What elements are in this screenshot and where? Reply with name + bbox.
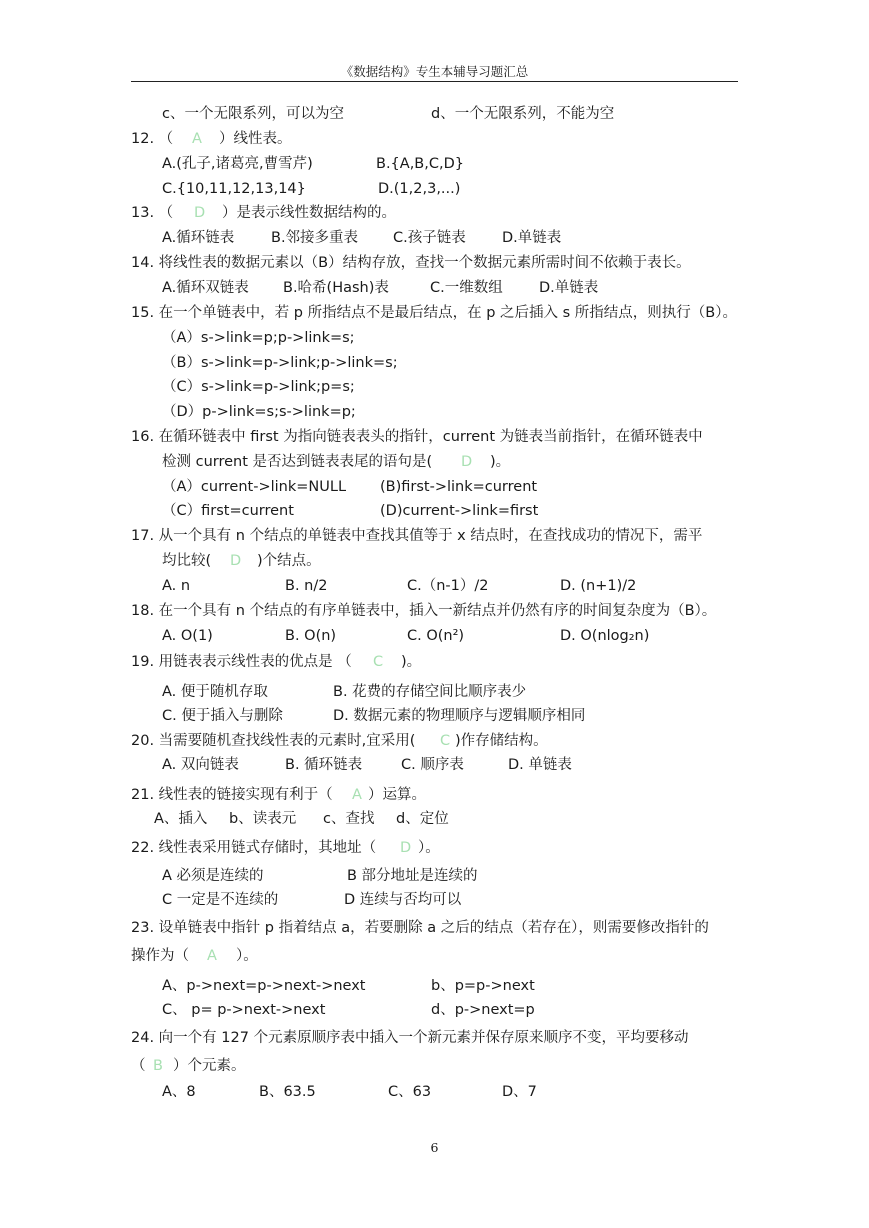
answer-mark: C bbox=[373, 654, 384, 670]
text-line: 23. 设单链表中指针 p 指着结点 a，若要删除 a 之后的结点（若存在），则需要修改指针的 bbox=[131, 920, 709, 936]
text-line: 21. 线性表的链接实现有利于（ bbox=[131, 787, 333, 803]
text-line: A.循环双链表 bbox=[162, 280, 249, 296]
text-line: 19. 用链表表示线性表的优点是 （ bbox=[131, 654, 352, 670]
text-line: A. 便于随机存取 bbox=[162, 684, 268, 700]
text-line: B.哈希(Hash)表 bbox=[283, 280, 389, 296]
text-line: C 一定是不连续的 bbox=[162, 892, 279, 908]
text-line: D. O(nlog₂n) bbox=[560, 628, 650, 644]
text-line: A. O(1) bbox=[162, 628, 213, 644]
text-line: 20. 当需要随机查找线性表的元素时,宜采用( bbox=[131, 733, 416, 749]
text-line: B.邻接多重表 bbox=[271, 230, 359, 246]
answer-mark: A bbox=[192, 131, 202, 147]
text-line: B. n/2 bbox=[285, 578, 328, 594]
text-line: D. 单链表 bbox=[508, 757, 572, 773]
text-line: B、63.5 bbox=[259, 1084, 316, 1100]
text-line: )。 bbox=[401, 654, 422, 670]
text-line: A. n bbox=[162, 578, 191, 594]
text-line: （A）current->link=NULL bbox=[162, 479, 347, 495]
answer-mark: A bbox=[352, 787, 362, 803]
text-line: D、7 bbox=[502, 1084, 537, 1100]
text-line: )。 bbox=[490, 454, 511, 470]
text-line: (B)first->link=current bbox=[380, 479, 538, 495]
text-line: (D)current->link=first bbox=[380, 503, 539, 519]
text-line: B 部分地址是连续的 bbox=[347, 868, 478, 884]
text-line: 17. 从一个具有 n 个结点的单链表中查找其值等于 x 结点时，在查找成功的情况下，需平 bbox=[131, 528, 703, 544]
text-line: A.循环链表 bbox=[162, 230, 235, 246]
text-line: ）个元素。 bbox=[173, 1058, 246, 1074]
text-line: )个结点。 bbox=[257, 553, 321, 569]
answer-mark: D bbox=[230, 553, 242, 569]
text-line: 12. （ bbox=[131, 131, 174, 147]
text-line: （C）s->link=p->link;p=s; bbox=[162, 379, 355, 395]
text-line: B.{A,B,C,D} bbox=[376, 156, 464, 172]
text-line: A、p->next=p->next->next bbox=[162, 978, 366, 994]
text-line: （ bbox=[131, 1058, 146, 1074]
text-line: ）。 bbox=[418, 840, 440, 856]
text-line: （B）s->link=p->link;p->link=s; bbox=[162, 355, 398, 371]
text-line: ）是表示线性数据结构的。 bbox=[222, 205, 396, 221]
text-line: C.{10,11,12,13,14} bbox=[162, 181, 306, 197]
text-line: A、插入 bbox=[154, 811, 208, 827]
text-line: c、一个无限系列，可以为空 bbox=[162, 106, 344, 122]
text-line: 24. 向一个有 127 个元素原顺序表中插入一个新元素并保存原来顺序不变，平均要移动 bbox=[131, 1030, 689, 1046]
page-header: 《数据结构》专生本辅导习题汇总 bbox=[340, 64, 529, 79]
text-line: b、读表元 bbox=[229, 811, 297, 827]
answer-mark: D bbox=[461, 454, 473, 470]
page-number: 6 bbox=[430, 1140, 439, 1155]
text-line: C.孩子链表 bbox=[393, 230, 466, 246]
text-line: 14. 将线性表的数据元素以（B）结构存放，查找一个数据元素所需时间不依赖于表长。 bbox=[131, 255, 691, 271]
text-line: C. 顺序表 bbox=[401, 757, 464, 773]
text-line: c、查找 bbox=[323, 811, 375, 827]
text-line: D 连续与否均可以 bbox=[344, 892, 462, 908]
text-line: D. 数据元素的物理顺序与逻辑顺序相同 bbox=[333, 708, 586, 724]
text-line: 均比较( bbox=[162, 553, 212, 569]
text-line: 13. （ bbox=[131, 205, 174, 221]
text-line: 操作为（ bbox=[131, 948, 189, 964]
text-line: 15. 在一个单链表中，若 p 所指结点不是最后结点，在 p 之后插入 s 所指结点，则执行（B）。 bbox=[131, 305, 737, 321]
text-line: （A）s->link=p;p->link=s; bbox=[162, 330, 355, 346]
text-line: d、定位 bbox=[396, 811, 449, 827]
text-line: A. 双向链表 bbox=[162, 757, 239, 773]
text-line: （C）first=current bbox=[162, 503, 294, 519]
text-line: （D）p->link=s;s->link=p; bbox=[162, 404, 356, 420]
text-line: D.单链表 bbox=[539, 280, 599, 296]
text-line: C. O(n²) bbox=[407, 628, 465, 644]
text-line: A 必须是连续的 bbox=[162, 868, 264, 884]
answer-mark: C bbox=[440, 733, 451, 749]
answer-mark: D bbox=[400, 840, 412, 856]
text-line: A、8 bbox=[162, 1084, 196, 1100]
text-line: D. (n+1)/2 bbox=[560, 578, 637, 594]
text-line: 16. 在循环链表中 first 为指向链表表头的指针，current 为链表当前指针，在循环链表中 bbox=[131, 429, 703, 445]
text-line: b、p=p->next bbox=[431, 978, 535, 994]
header-rule bbox=[131, 81, 738, 82]
text-line: D.单链表 bbox=[502, 230, 562, 246]
text-line: D.(1,2,3,...) bbox=[378, 181, 461, 197]
text-line: 22. 线性表采用链式存储时，其地址（ bbox=[131, 840, 377, 856]
text-line: 检测 current 是否达到链表表尾的语句是( bbox=[162, 454, 433, 470]
text-line: B. 循环链表 bbox=[285, 757, 363, 773]
answer-mark: D bbox=[194, 205, 206, 221]
text-line: B. 花费的存储空间比顺序表少 bbox=[333, 684, 527, 700]
text-line: 18. 在一个具有 n 个结点的有序单链表中，插入一新结点并仍然有序的时间复杂度为（B）。 bbox=[131, 603, 717, 619]
text-line: C.一维数组 bbox=[430, 280, 503, 296]
text-line: d、p->next=p bbox=[431, 1002, 535, 1018]
text-line: C.（n-1）/2 bbox=[407, 578, 489, 594]
text-line: A.(孔子,诸葛亮,曹雪芹) bbox=[162, 156, 313, 172]
answer-mark: A bbox=[207, 948, 217, 964]
text-line: ）运算。 bbox=[368, 787, 426, 803]
text-line: C. 便于插入与删除 bbox=[162, 708, 283, 724]
text-line: C、63 bbox=[388, 1084, 432, 1100]
text-line: d、一个无限系列，不能为空 bbox=[431, 106, 615, 122]
text-line: ）。 bbox=[236, 948, 258, 964]
text-line: B. O(n) bbox=[285, 628, 337, 644]
answer-mark: B bbox=[153, 1058, 163, 1074]
text-line: C、 p= p->next->next bbox=[162, 1002, 326, 1018]
text-line: )作存储结构。 bbox=[455, 733, 548, 749]
text-line: ）线性表。 bbox=[219, 131, 292, 147]
